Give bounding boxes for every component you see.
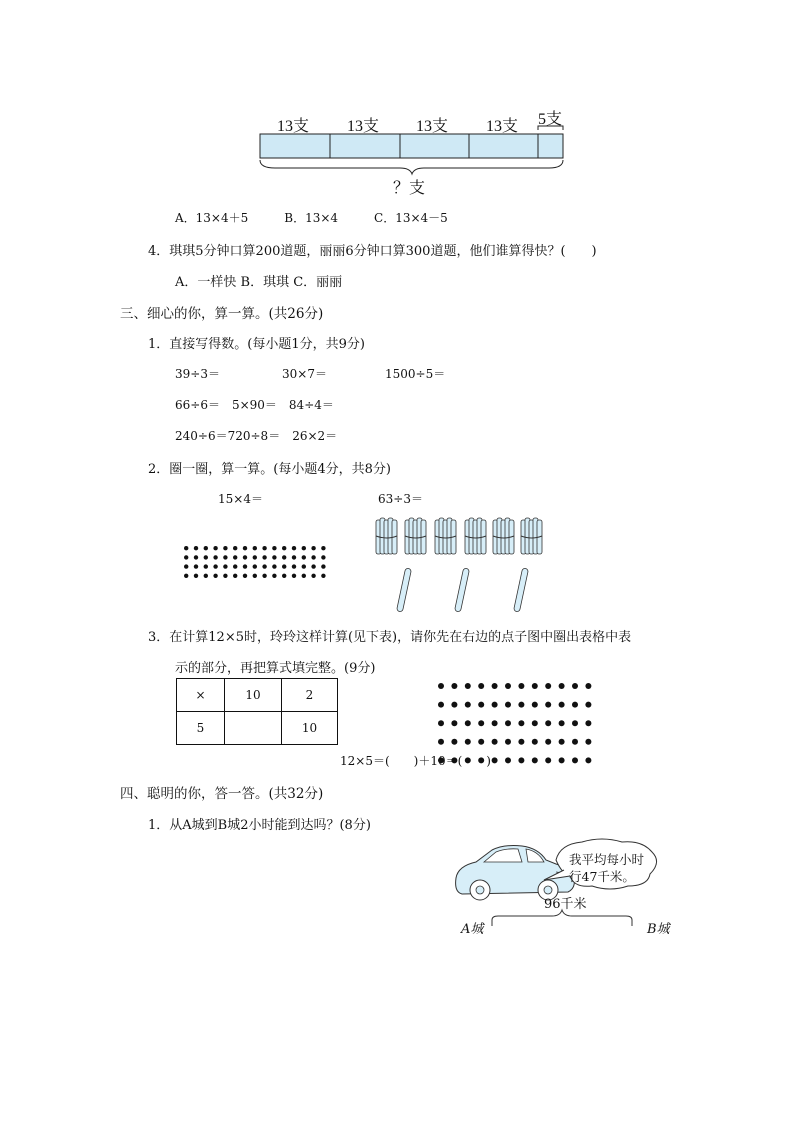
dot — [545, 720, 551, 726]
dot — [292, 555, 296, 559]
dot — [505, 702, 511, 708]
dot — [282, 555, 286, 559]
dot — [438, 683, 444, 689]
dot — [204, 574, 208, 578]
dot — [321, 564, 325, 568]
section4-title: 四、聪明的你，答一答。(共32分) — [120, 786, 324, 802]
table-cell: 10 — [225, 679, 282, 712]
calc-item: 30×7＝ — [282, 367, 327, 381]
dot — [282, 564, 286, 568]
bubble-line2: 行47千米。 — [569, 869, 635, 884]
dot — [243, 555, 247, 559]
dot — [532, 739, 538, 745]
s3-q3-line2: 示的部分，再把算式填完整。(9分) — [175, 661, 376, 676]
dot — [518, 739, 524, 745]
dot — [233, 574, 237, 578]
q4-options: A．一样快 B．琪琪 C．丽丽 — [175, 275, 343, 290]
dot — [321, 546, 325, 550]
dot — [262, 546, 266, 550]
dot — [233, 564, 237, 568]
dot — [451, 720, 457, 726]
tape-segment-label: 13支 — [416, 118, 449, 135]
table-cell: 2 — [282, 679, 338, 712]
tape-segment-label: 13支 — [347, 118, 380, 135]
dot — [492, 720, 498, 726]
calc-row: 66÷6＝ 5×90＝ 84÷4＝ — [175, 398, 334, 412]
dot — [262, 574, 266, 578]
q3-options: A．13×4＋5 B．13×4 C．13×4－5 — [175, 211, 448, 225]
dot — [213, 555, 217, 559]
dot — [585, 739, 591, 745]
dot — [465, 720, 471, 726]
dot — [184, 555, 188, 559]
calc-row: 240÷6＝720÷8＝ 26×2＝ — [175, 429, 338, 443]
dot — [518, 683, 524, 689]
dot — [532, 702, 538, 708]
q2-left-expr: 15×4＝ — [218, 492, 263, 506]
dot — [233, 555, 237, 559]
dot — [272, 574, 276, 578]
q2-right-expr: 63÷3＝ — [378, 492, 423, 506]
dot — [478, 739, 484, 745]
dot — [451, 702, 457, 708]
dot — [532, 757, 538, 763]
dot — [292, 546, 296, 550]
city-a-label: A城 — [461, 922, 484, 937]
dot — [213, 546, 217, 550]
calc-item: 1500÷5＝ — [385, 367, 446, 381]
dot — [585, 683, 591, 689]
dot — [545, 702, 551, 708]
dot — [311, 546, 315, 550]
dot — [585, 702, 591, 708]
table-cell: 5 — [177, 712, 225, 745]
dot — [204, 564, 208, 568]
dot — [585, 720, 591, 726]
dot — [572, 720, 578, 726]
s3-q3-line1: 3．在计算12×5时，玲玲这样计算(见下表)，请你先在右边的点子图中圈出表格中表 — [148, 630, 632, 645]
dot — [492, 757, 498, 763]
dot — [311, 555, 315, 559]
dot — [478, 683, 484, 689]
dot — [572, 739, 578, 745]
dot — [545, 739, 551, 745]
tape-small-label: 5支 — [538, 111, 563, 128]
distance-label: 96千米 — [544, 897, 587, 912]
dot — [302, 555, 306, 559]
dot — [572, 702, 578, 708]
dot — [282, 546, 286, 550]
table-cell: 10 — [282, 712, 338, 745]
dot — [518, 757, 524, 763]
dot — [184, 574, 188, 578]
stick-bundles-illustration — [373, 514, 553, 614]
table-cell: × — [177, 679, 225, 712]
dot — [478, 702, 484, 708]
dot — [243, 564, 247, 568]
dot — [213, 564, 217, 568]
dot — [223, 564, 227, 568]
dot — [233, 546, 237, 550]
dot — [253, 555, 257, 559]
dot — [194, 546, 198, 550]
dot — [492, 683, 498, 689]
dot — [223, 555, 227, 559]
dot — [438, 702, 444, 708]
dot — [292, 574, 296, 578]
section3-title: 三、细心的你，算一算。(共26分) — [120, 306, 324, 322]
tape-segment-label: 13支 — [486, 118, 519, 135]
s4-q1-title: 1．从A城到B城2小时能到达吗？(8分) — [148, 818, 371, 833]
dot — [321, 574, 325, 578]
dot — [223, 574, 227, 578]
dot — [492, 739, 498, 745]
dot — [532, 720, 538, 726]
dot — [204, 546, 208, 550]
calc-item: 39÷3＝ — [175, 367, 220, 381]
dot — [311, 574, 315, 578]
dot — [465, 683, 471, 689]
dot — [451, 683, 457, 689]
dot — [194, 564, 198, 568]
dot — [572, 757, 578, 763]
dot — [282, 574, 286, 578]
dot — [321, 555, 325, 559]
tape-segment-label: 13支 — [277, 118, 310, 135]
dot — [492, 702, 498, 708]
dot — [505, 739, 511, 745]
dot — [243, 546, 247, 550]
dot — [438, 720, 444, 726]
dot — [272, 564, 276, 568]
city-b-label: B城 — [647, 922, 670, 937]
dot — [438, 739, 444, 745]
dot-array-15x4 — [184, 546, 334, 582]
dot — [559, 739, 565, 745]
dot — [559, 720, 565, 726]
dot — [465, 739, 471, 745]
tape-total-label: ？支 — [393, 180, 426, 197]
dot — [311, 564, 315, 568]
s3-q1-title: 1．直接写得数。(每小题1分，共9分) — [148, 337, 365, 352]
dot — [585, 757, 591, 763]
dot — [272, 555, 276, 559]
dot — [302, 546, 306, 550]
table-cell[interactable] — [225, 712, 282, 745]
dot — [545, 757, 551, 763]
s3-q2-title: 2．圈一圈，算一算。(每小题4分，共8分) — [148, 462, 391, 477]
dot — [204, 555, 208, 559]
dot — [184, 564, 188, 568]
dot — [292, 564, 296, 568]
dot — [243, 574, 247, 578]
dot — [518, 720, 524, 726]
dot — [272, 546, 276, 550]
dot — [559, 757, 565, 763]
bubble-line1: 我平均每小时 — [569, 852, 645, 867]
dot — [559, 702, 565, 708]
dot — [302, 564, 306, 568]
dot — [518, 702, 524, 708]
dot — [194, 574, 198, 578]
dot — [532, 683, 538, 689]
dot — [505, 720, 511, 726]
dot — [253, 564, 257, 568]
dot — [451, 739, 457, 745]
dot — [505, 757, 511, 763]
dot — [302, 574, 306, 578]
dot — [572, 683, 578, 689]
q4-text: 4．琪琪5分钟口算200道题，丽丽6分钟口算300道题，他们谁算得快？( ) — [148, 244, 597, 259]
dot — [213, 574, 217, 578]
dot — [223, 546, 227, 550]
dot — [184, 546, 188, 550]
dot — [262, 555, 266, 559]
dot — [505, 683, 511, 689]
dot — [253, 574, 257, 578]
dot — [262, 564, 266, 568]
dot — [194, 555, 198, 559]
dot — [478, 720, 484, 726]
multiplication-table — [176, 678, 338, 745]
dot — [559, 683, 565, 689]
dot — [545, 683, 551, 689]
q3-formula[interactable]: 12×5＝( )＋10＝( ) — [340, 754, 491, 768]
dot — [465, 702, 471, 708]
dot — [253, 546, 257, 550]
